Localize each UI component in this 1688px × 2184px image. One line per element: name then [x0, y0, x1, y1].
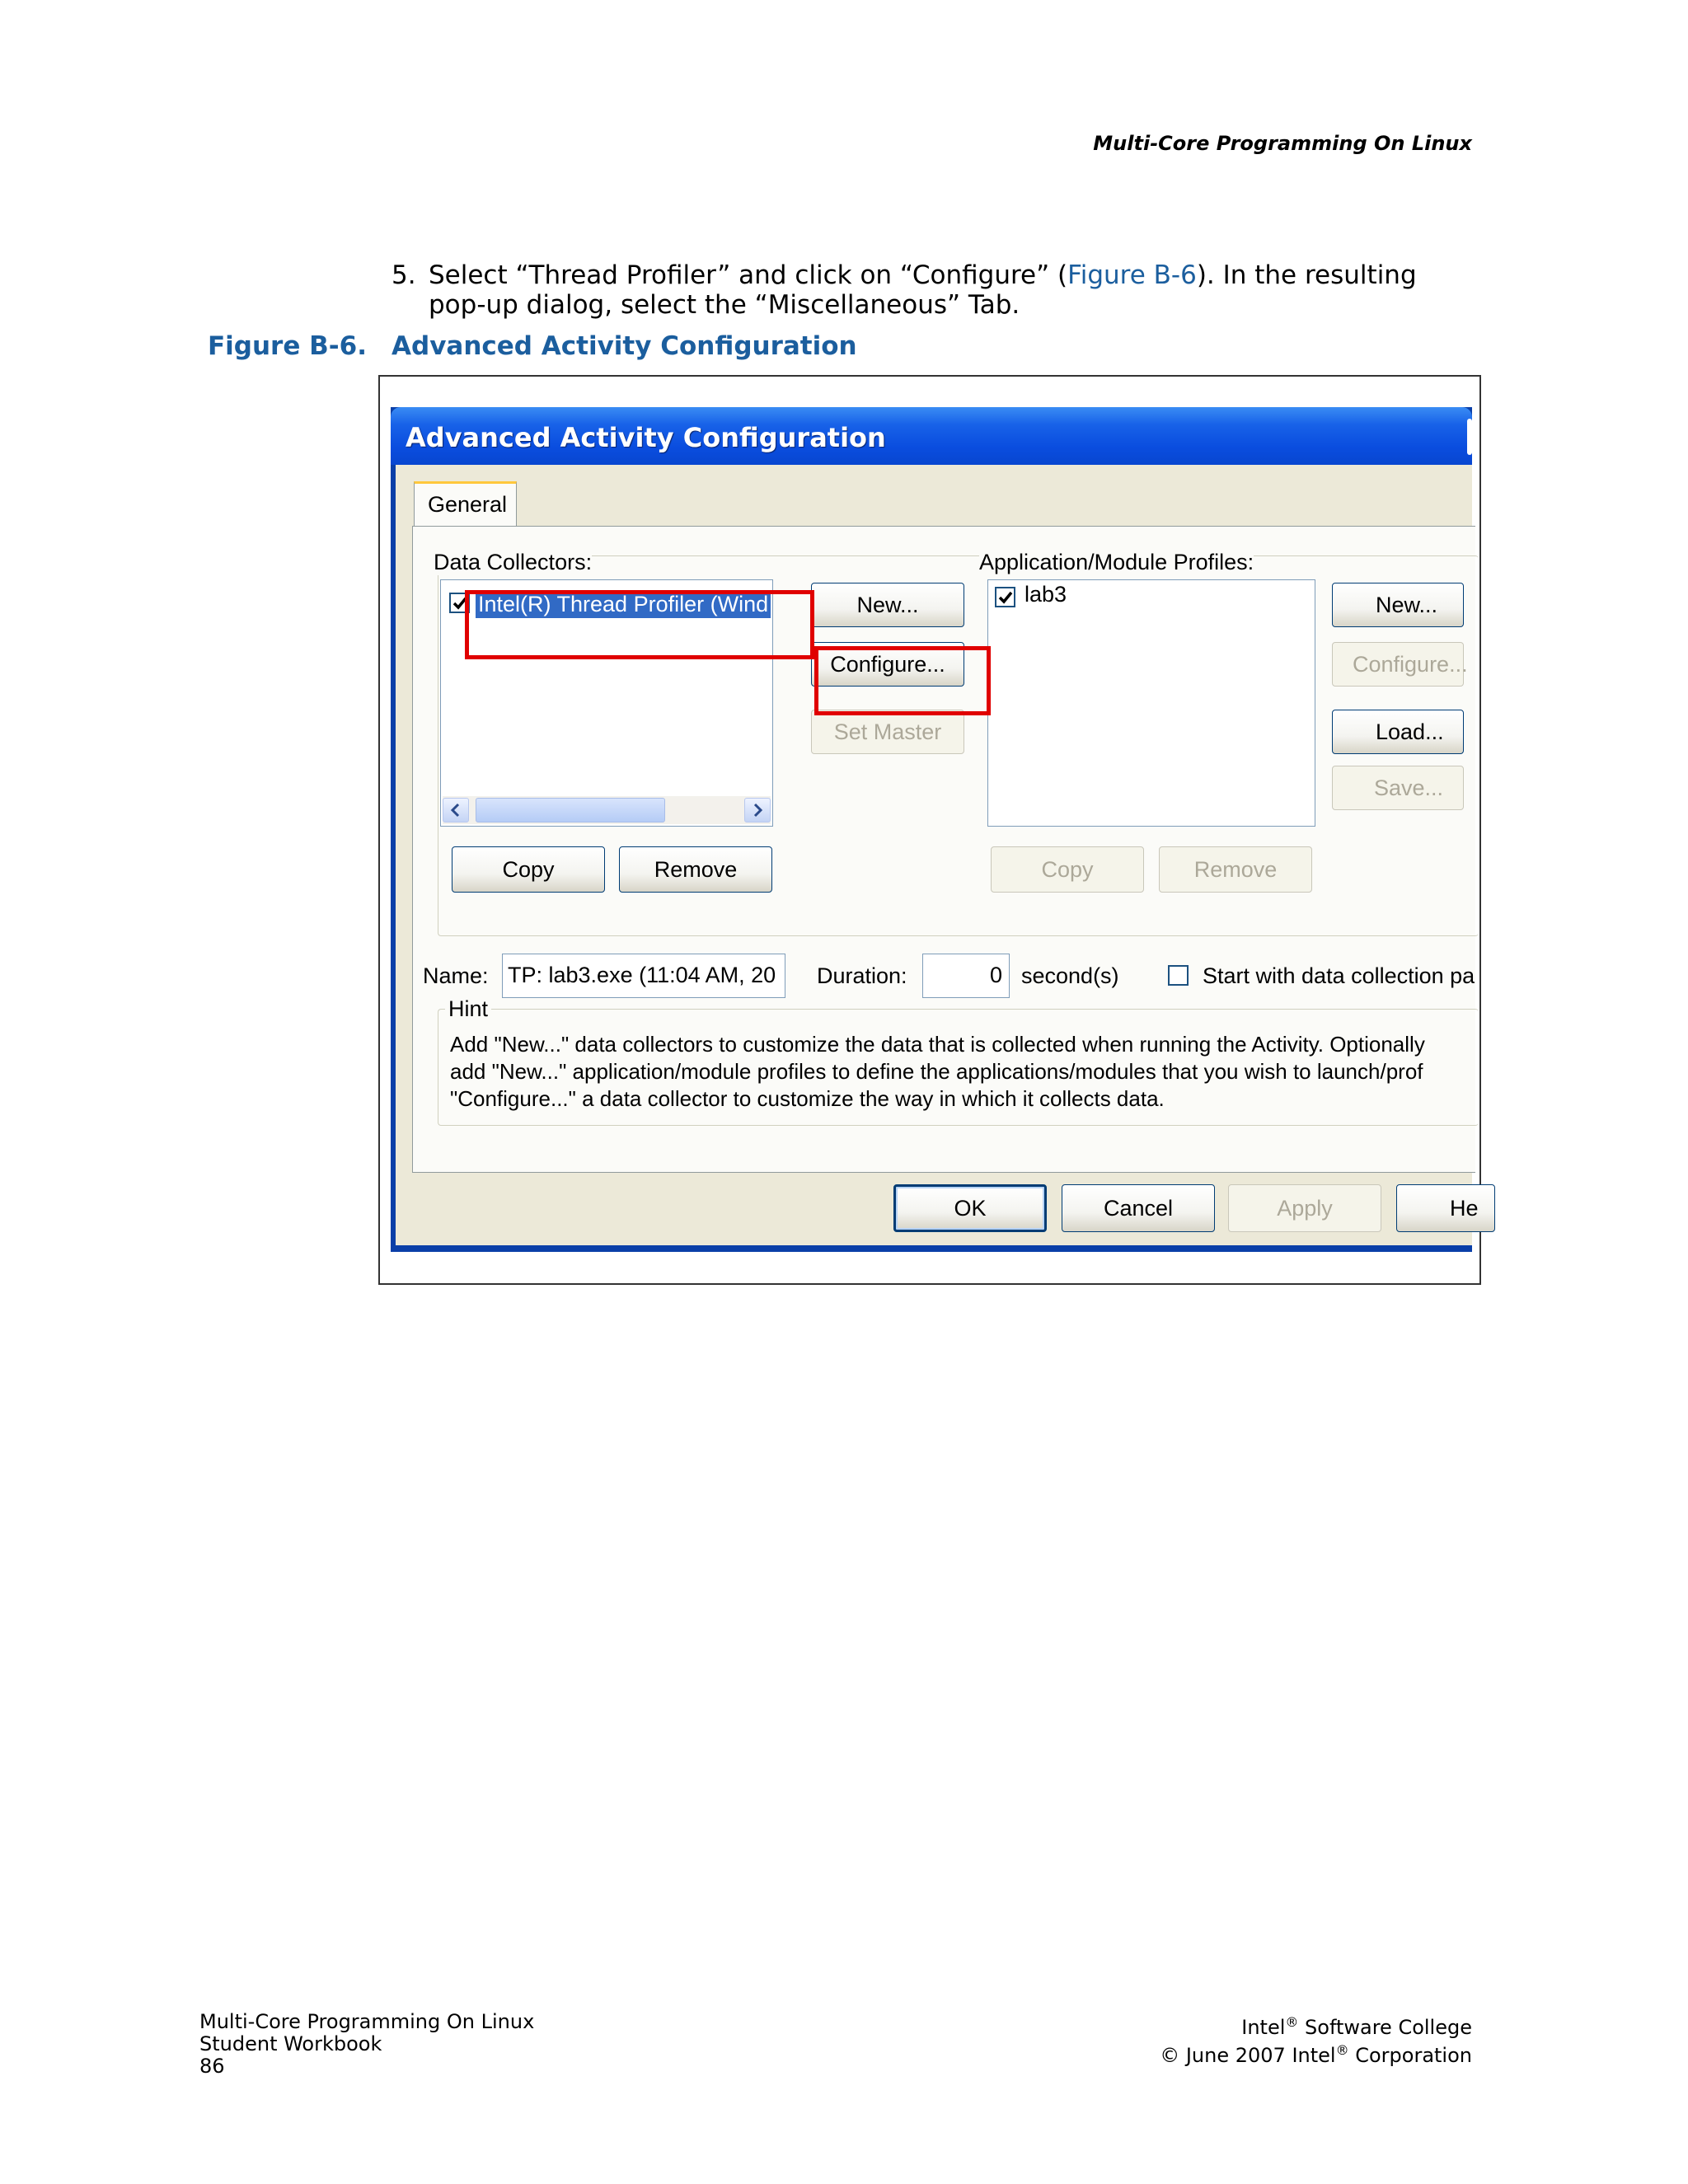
dialog-title: Advanced Activity Configuration — [406, 422, 886, 453]
cancel-button[interactable]: Cancel — [1062, 1184, 1215, 1232]
start-collection-checkbox[interactable] — [1168, 965, 1189, 986]
collector-new-button[interactable]: New... — [811, 583, 964, 627]
profiles-label: Application/Module Profiles: — [979, 550, 1254, 574]
step-text-before: Select “Thread Profiler” and click on “Configure” ( — [429, 260, 1068, 290]
duration-label: Duration: — [817, 963, 907, 988]
set-master-button[interactable]: Set Master — [811, 710, 964, 754]
figure-caption — [208, 331, 857, 361]
footer-left — [199, 2011, 534, 2078]
duration-input[interactable]: 0 — [922, 954, 1010, 998]
chevron-left-icon — [443, 799, 468, 822]
profile-checkbox[interactable] — [995, 587, 1015, 607]
ok-button[interactable]: OK — [893, 1184, 1047, 1232]
profile-copy-button[interactable]: Copy — [991, 846, 1144, 893]
footer-college: Software College — [1298, 2016, 1472, 2039]
hint-group — [438, 996, 1479, 1126]
figure-label: Figure B-6. — [208, 331, 368, 361]
footer-copyright-a: © June 2007 Intel — [1160, 2044, 1336, 2067]
hint-line-2: add "New..." application/module profiles to define the applications/modules that you wish to launch/prof — [450, 1059, 1423, 1084]
collector-configure-button[interactable]: Configure... — [811, 642, 964, 687]
apply-button[interactable]: Apply — [1228, 1184, 1381, 1232]
collector-copy-button[interactable]: Copy — [452, 846, 605, 893]
profile-remove-button[interactable]: Remove — [1159, 846, 1312, 893]
footer-right — [1160, 2011, 1472, 2067]
step-number: 5. — [392, 260, 416, 290]
scroll-thumb[interactable] — [476, 798, 665, 823]
hint-line-3: "Configure..." a data collector to customize the way in which it collects data. — [450, 1086, 1165, 1111]
name-label: Name: — [423, 963, 489, 988]
highlight-configure-button — [814, 646, 991, 715]
start-collection-label: Start with data collection pa — [1203, 963, 1475, 988]
tab-general[interactable]: General — [414, 481, 517, 527]
close-button-edge[interactable] — [1467, 419, 1472, 455]
profiles-list[interactable] — [987, 579, 1315, 827]
hint-text — [450, 1031, 1425, 1113]
footer-copyright-b: Corporation — [1348, 2044, 1472, 2067]
step-text — [429, 260, 1474, 320]
profile-new-button[interactable]: New... — [1332, 583, 1464, 627]
highlight-thread-profiler — [465, 590, 814, 659]
scroll-right-button[interactable] — [744, 798, 771, 823]
footer-workbook: Student Workbook — [199, 2032, 382, 2055]
profile-item-lab3[interactable]: lab3 — [1025, 582, 1067, 607]
page-number: 86 — [199, 2055, 225, 2078]
collector-remove-button[interactable]: Remove — [619, 846, 772, 893]
collector-item-thread-profiler[interactable]: Intel(R) Thread Profiler (Wind — [476, 590, 771, 618]
dialog-client — [396, 465, 1479, 1245]
footer-copyright — [1160, 2039, 1472, 2067]
advanced-activity-dialog — [391, 407, 1479, 1252]
footer-book-title: Multi-Core Programming On Linux — [199, 2010, 535, 2033]
load-button[interactable]: Load... — [1332, 710, 1464, 754]
scroll-left-button[interactable] — [443, 798, 469, 823]
figure-title: Advanced Activity Configuration — [392, 331, 857, 361]
collectors-hscrollbar[interactable] — [443, 796, 771, 824]
registered-mark-2: ® — [1335, 2042, 1349, 2058]
duration-unit: second(s) — [1021, 963, 1119, 988]
registered-mark: ® — [1285, 2014, 1299, 2030]
chevron-right-icon — [745, 799, 770, 822]
hint-label: Hint — [445, 996, 491, 1022]
step-text-after: ). In the resulting pop-up dialog, select the “Miscellaneous” Tab. — [429, 260, 1417, 320]
running-header: Multi-Core Programming On Linux — [1093, 132, 1472, 155]
data-collectors-label: Data Collectors: — [434, 550, 593, 574]
dialog-titlebar[interactable] — [391, 407, 1472, 465]
profile-configure-button[interactable]: Configure... — [1332, 642, 1464, 687]
save-button[interactable]: Save... — [1332, 766, 1464, 810]
footer-intel: Intel — [1241, 2016, 1286, 2039]
figure-link[interactable]: Figure B-6 — [1067, 260, 1197, 290]
step-5 — [392, 260, 1474, 320]
hint-line-1: Add "New..." data collectors to customize the data that is collected when running the Activity. Optionally — [450, 1032, 1425, 1057]
name-input[interactable]: TP: lab3.exe (11:04 AM, 20 — [502, 954, 785, 998]
help-button[interactable]: He — [1396, 1184, 1495, 1232]
footer-publisher — [1160, 2011, 1472, 2039]
